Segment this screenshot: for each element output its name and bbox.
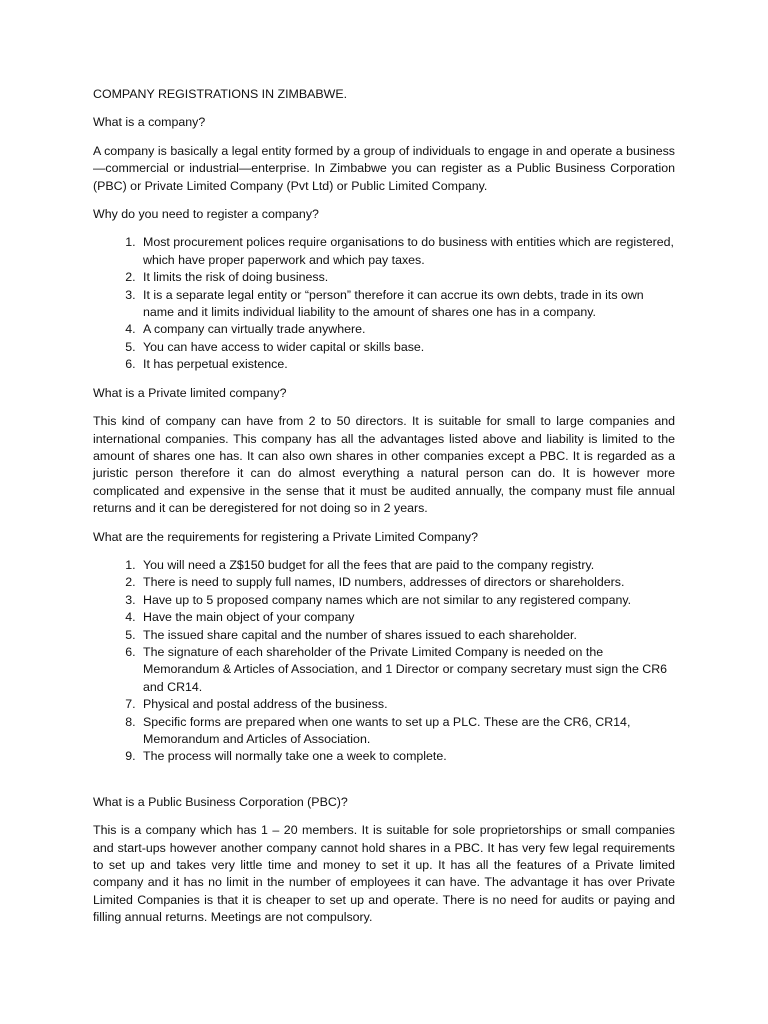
list-item: 9. The process will normally take one a week to complete. bbox=[139, 748, 675, 765]
list-item: 4. Have the main object of your company bbox=[139, 609, 675, 626]
list-item: 3. Have up to 5 proposed company names which are not similar to any registered company. bbox=[139, 592, 675, 609]
list-item: 6. It has perpetual existence. bbox=[139, 356, 675, 373]
list-item: 8. Specific forms are prepared when one wants to set up a PLC. These are the CR6, CR14, Memorandum and Articles of Association. bbox=[139, 714, 675, 749]
section-heading-requirements: What are the requirements for registering a Private Limited Company? bbox=[93, 529, 478, 544]
list-item: 4. A company can virtually trade anywhere. bbox=[139, 321, 675, 338]
section-heading-why-register: Why do you need to register a company? bbox=[93, 207, 319, 222]
list-item: 2. There is need to supply full names, ID numbers, addresses of directors or shareholders. bbox=[139, 574, 675, 591]
list-item: 5. You can have access to wider capital or skills base. bbox=[139, 339, 675, 356]
list-item: 7. Physical and postal address of the business. bbox=[139, 696, 675, 713]
document-title: COMPANY REGISTRATIONS IN ZIMBABWE. bbox=[93, 87, 348, 101]
requirements-list bbox=[93, 557, 675, 766]
list-item: 2. It limits the risk of doing business. bbox=[139, 269, 675, 286]
section-heading-private-limited: What is a Private limited company? bbox=[93, 385, 287, 400]
list-item: 3. It is a separate legal entity or “person” therefore it can accrue its own debts, trade in its own name and it limits individual liability to the amount of shares one has in a company. bbox=[139, 287, 675, 322]
pbc-paragraph: This is a company which has 1 – 20 members. It is suitable for sole proprietorships or small companies and start-ups however another company cannot hold shares in a PBC. It has very few legal requirements to set up and takes very little time and money to set it up. It has all the features of a Private limited company and it has no limit in the number of employees it can have. The advantage it has over Private Limited Companies is that it is cheaper to set up and operate. There is no need for audits or paying and filling annual returns. Meetings are not compulsory. bbox=[93, 823, 675, 925]
section-heading-what-is-company: What is a company? bbox=[93, 115, 206, 130]
private-limited-paragraph: This kind of company can have from 2 to 50 directors. It is suitable for small to large companies and international companies. This company has all the advantages listed above and liability is limited to the amount of shares one has. It can also own shares in other companies except a PBC. It is regarded as a juristic person therefore it can do almost everything a natural person can do. It is however more complicated and expensive in the sense that it must be audited annually, the company must file annual returns and it can be deregistered for not doing so in 2 years. bbox=[93, 414, 675, 516]
blank-line bbox=[93, 777, 675, 794]
list-item: 1. Most procurement polices require organisations to do business with entities which are registered, which have proper paperwork and which pay taxes. bbox=[139, 234, 675, 269]
list-item: 6. The signature of each shareholder of the Private Limited Company is needed on the Memorandum & Articles of Association, and 1 Director or company secretary must sign the CR6 and CR14. bbox=[139, 644, 675, 696]
section-heading-pbc: What is a Public Business Corporation (PBC)? bbox=[93, 794, 348, 809]
list-item: 5. The issued share capital and the number of shares issued to each shareholder. bbox=[139, 627, 675, 644]
company-definition-paragraph: A company is basically a legal entity formed by a group of individuals to engage in and operate a business—commercial or industrial—enterprise. In Zimbabwe you can register as a Public Business Corporation (PBC) or Private Limited Company (Pvt Ltd) or Public Limited Company. bbox=[93, 143, 675, 193]
document-body bbox=[93, 86, 675, 938]
list-item: 1. You will need a Z$150 budget for all the fees that are paid to the company registry. bbox=[139, 557, 675, 574]
reasons-list bbox=[93, 234, 675, 373]
